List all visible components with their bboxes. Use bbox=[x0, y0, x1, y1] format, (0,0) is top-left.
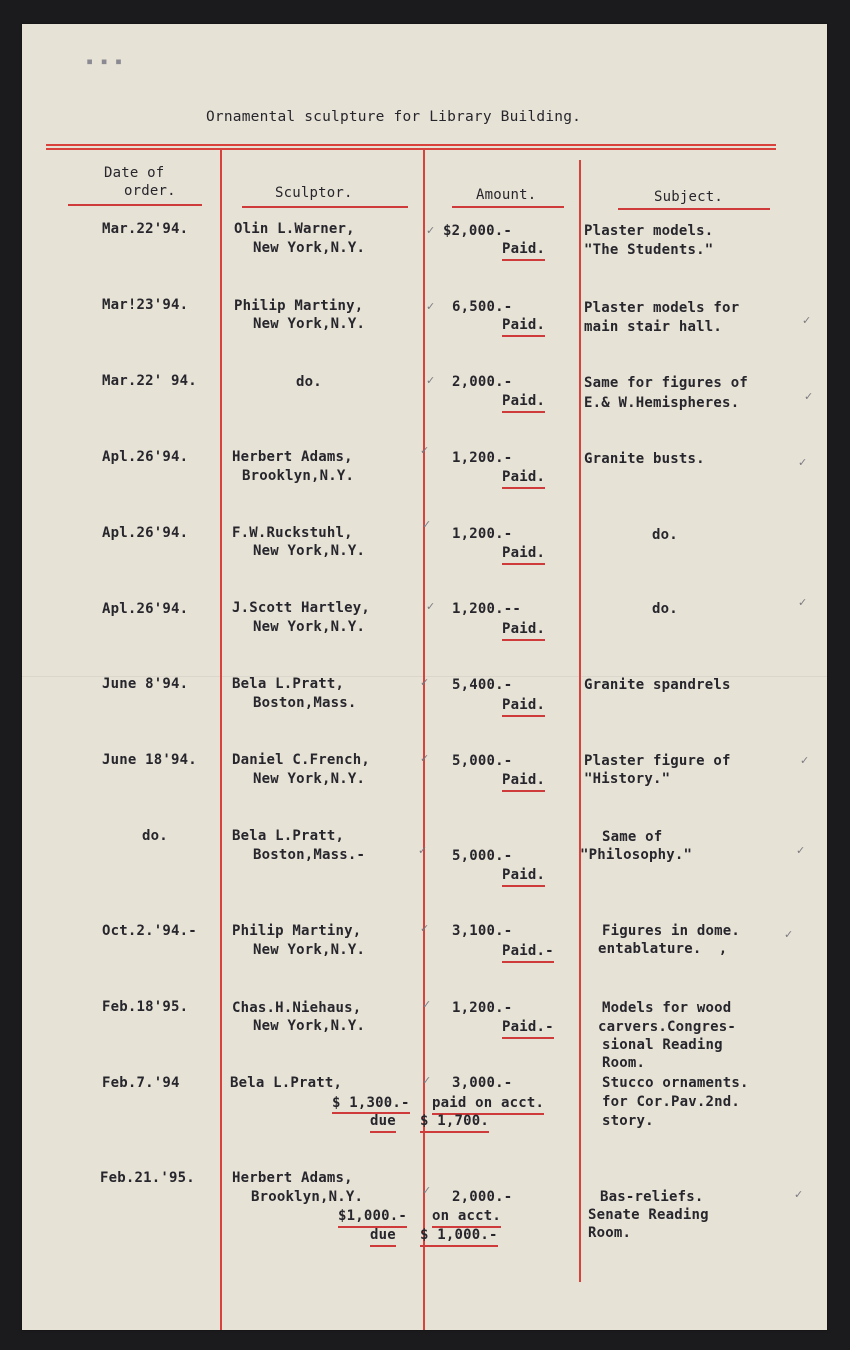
subject-line: Same of bbox=[602, 829, 663, 845]
order-date: June 8'94. bbox=[102, 676, 189, 692]
check-mark: ✓ bbox=[422, 998, 432, 1011]
sculptor-name: Herbert Adams, bbox=[232, 1170, 353, 1186]
partial-payment-amount bbox=[332, 1094, 410, 1112]
margin-check-mark: ✓ bbox=[796, 844, 806, 857]
due-amount: $ 1,700. bbox=[420, 1112, 489, 1133]
title-rule-bottom bbox=[46, 148, 776, 150]
amount: 3,000.- bbox=[452, 1075, 513, 1091]
check-mark: ✓ bbox=[420, 444, 430, 457]
due-label: due bbox=[370, 1112, 396, 1133]
punch-mark: ▪ ▪ ▪ bbox=[86, 54, 123, 68]
paid-status: Paid. bbox=[502, 316, 545, 337]
sculptor-city: New York,N.Y. bbox=[253, 771, 366, 787]
sculptor-name: Philip Martiny, bbox=[234, 298, 364, 314]
sculptor-city: New York,N.Y. bbox=[253, 543, 366, 559]
margin-check-mark: ✓ bbox=[798, 596, 808, 609]
amount: 1,200.-- bbox=[452, 601, 522, 617]
order-date: Oct.2.'94.- bbox=[102, 923, 197, 939]
subject-line: Room. bbox=[602, 1055, 646, 1071]
paid-status: Paid. bbox=[502, 771, 545, 792]
subject-line: for Cor.Pav.2nd. bbox=[602, 1094, 741, 1110]
order-date: Apl.26'94. bbox=[102, 449, 189, 465]
subject-line: Same for figures of bbox=[584, 375, 748, 391]
sculptor-name: J.Scott Hartley, bbox=[232, 600, 371, 616]
subject-line: Plaster figure of bbox=[584, 753, 731, 769]
amount: 5,000.- bbox=[452, 848, 513, 864]
partial-payment-note: on acct. bbox=[432, 1207, 501, 1228]
sculptor-city: Boston,Mass. bbox=[253, 695, 357, 711]
sculptor-name: F.W.Ruckstuhl, bbox=[232, 525, 353, 541]
amount: 1,200.- bbox=[452, 1000, 513, 1016]
order-date: Feb.18'95. bbox=[102, 999, 189, 1015]
sculptor-name: Bela L.Pratt, bbox=[230, 1075, 343, 1091]
header-date-underline bbox=[68, 204, 202, 206]
sculptor-city: Brooklyn,N.Y. bbox=[251, 1189, 364, 1205]
amount: $2,000.- bbox=[443, 223, 513, 239]
sculptor-name: Olin L.Warner, bbox=[234, 221, 355, 237]
sculptor-name: Chas.H.Niehaus, bbox=[232, 1000, 362, 1016]
check-mark: ✓ bbox=[426, 600, 436, 613]
column-rule-1 bbox=[220, 150, 222, 1330]
sculptor-city: New York,N.Y. bbox=[253, 1018, 366, 1034]
sculptor-city: New York,N.Y. bbox=[253, 619, 366, 635]
order-date: Mar!23'94. bbox=[102, 297, 189, 313]
header-amount: Amount. bbox=[476, 187, 537, 203]
paid-status: Paid.- bbox=[502, 942, 554, 963]
subject-line: Plaster models. bbox=[584, 223, 714, 239]
amount: 6,500.- bbox=[452, 299, 513, 315]
subject-line: entablature. , bbox=[598, 941, 728, 957]
margin-check-mark: ✓ bbox=[794, 1188, 804, 1201]
check-mark: ✓ bbox=[418, 844, 428, 857]
header-subject-underline bbox=[618, 208, 770, 210]
paid-status: Paid. bbox=[502, 866, 545, 887]
due-amount: $ 1,000.- bbox=[420, 1226, 498, 1247]
header-sculptor-underline bbox=[242, 206, 408, 208]
subject-line: Plaster models for bbox=[584, 300, 740, 316]
subject-line: "History." bbox=[584, 771, 671, 787]
subject-line: Senate Reading bbox=[588, 1207, 709, 1223]
sculptor-city: Boston,Mass.- bbox=[253, 847, 366, 863]
document-page bbox=[22, 24, 827, 1330]
subject-line: E.& W.Hemispheres. bbox=[584, 395, 740, 411]
partial-payment-value: $1,000.- bbox=[338, 1207, 407, 1228]
check-mark: ✓ bbox=[426, 374, 436, 387]
paid-status: Paid. bbox=[502, 392, 545, 413]
check-mark: ✓ bbox=[422, 1184, 432, 1197]
subject-line: Figures in dome. bbox=[602, 923, 741, 939]
margin-check-mark: ✓ bbox=[798, 456, 808, 469]
header-date-line1: Date of bbox=[104, 165, 165, 181]
header-amount-underline bbox=[452, 206, 564, 208]
subject-line: Bas-reliefs. bbox=[600, 1189, 704, 1205]
paid-status: Paid. bbox=[502, 620, 545, 641]
sculptor-city: Brooklyn,N.Y. bbox=[242, 468, 355, 484]
sculptor-name: Bela L.Pratt, bbox=[232, 676, 345, 692]
check-mark: ✓ bbox=[422, 518, 432, 531]
paid-status: Paid. bbox=[502, 544, 545, 565]
order-date: do. bbox=[142, 828, 168, 844]
subject-line: Stucco ornaments. bbox=[602, 1075, 749, 1091]
check-mark: ✓ bbox=[420, 922, 430, 935]
subject-line: Granite busts. bbox=[584, 451, 705, 467]
title-rule-top bbox=[46, 144, 776, 146]
amount: 2,000.- bbox=[452, 1189, 513, 1205]
subject-line: sional Reading bbox=[602, 1037, 723, 1053]
subject-line: do. bbox=[652, 527, 678, 543]
column-rule-2 bbox=[423, 150, 425, 1330]
check-mark: ✓ bbox=[420, 752, 430, 765]
sculptor-city: New York,N.Y. bbox=[253, 316, 366, 332]
amount: 1,200.- bbox=[452, 526, 513, 542]
subject-line: main stair hall. bbox=[584, 319, 723, 335]
subject-line: "The Students." bbox=[584, 242, 714, 258]
sculptor-name: Bela L.Pratt, bbox=[232, 828, 345, 844]
subject-line: do. bbox=[652, 601, 678, 617]
due-label: due bbox=[370, 1226, 396, 1247]
amount: 3,100.- bbox=[452, 923, 513, 939]
paid-status: Paid. bbox=[502, 696, 545, 717]
subject-line: "Philosophy." bbox=[580, 847, 693, 863]
sculptor-city: New York,N.Y. bbox=[253, 942, 366, 958]
subject-line: Models for wood bbox=[602, 1000, 732, 1016]
partial-payment-value: $ 1,300.- bbox=[332, 1095, 410, 1114]
paid-status: Paid. bbox=[502, 240, 545, 261]
sculptor-name: Philip Martiny, bbox=[232, 923, 362, 939]
sculptor-name: Herbert Adams, bbox=[232, 449, 353, 465]
check-mark: ✓ bbox=[426, 224, 436, 237]
sculptor-name: Daniel C.French, bbox=[232, 752, 371, 768]
subject-line: Granite spandrels bbox=[584, 677, 731, 693]
partial-payment-note: paid on acct. bbox=[432, 1094, 544, 1115]
header-date-line2: order. bbox=[124, 183, 176, 199]
amount: 5,400.- bbox=[452, 677, 513, 693]
amount: 2,000.- bbox=[452, 374, 513, 390]
order-date: Mar.22' 94. bbox=[102, 373, 197, 389]
check-mark: ✓ bbox=[422, 1074, 432, 1087]
check-mark: ✓ bbox=[420, 676, 430, 689]
header-subject: Subject. bbox=[654, 189, 724, 205]
sculptor-city: New York,N.Y. bbox=[253, 240, 366, 256]
order-date: Apl.26'94. bbox=[102, 601, 189, 617]
subject-line: carvers.Congres- bbox=[598, 1019, 737, 1035]
paid-status: Paid.- bbox=[502, 1018, 554, 1039]
column-rule-3 bbox=[579, 160, 581, 1282]
order-date: June 18'94. bbox=[102, 752, 197, 768]
margin-check-mark: ✓ bbox=[800, 754, 810, 767]
order-date: Mar.22'94. bbox=[102, 221, 189, 237]
margin-check-mark: ✓ bbox=[784, 928, 794, 941]
subject-line: Room. bbox=[588, 1225, 632, 1241]
paid-status: Paid. bbox=[502, 468, 545, 489]
sculptor-name: do. bbox=[296, 374, 322, 390]
subject-line: story. bbox=[602, 1113, 654, 1129]
document-title: Ornamental sculpture for Library Building. bbox=[206, 109, 582, 125]
amount: 1,200.- bbox=[452, 450, 513, 466]
order-date: Apl.26'94. bbox=[102, 525, 189, 541]
header-sculptor: Sculptor. bbox=[275, 185, 353, 201]
check-mark: ✓ bbox=[426, 300, 436, 313]
order-date: Feb.7.'94 bbox=[102, 1075, 180, 1091]
amount: 5,000.- bbox=[452, 753, 513, 769]
margin-check-mark: ✓ bbox=[802, 314, 812, 327]
order-date: Feb.21.'95. bbox=[100, 1170, 195, 1186]
margin-check-mark: ✓ bbox=[804, 390, 814, 403]
